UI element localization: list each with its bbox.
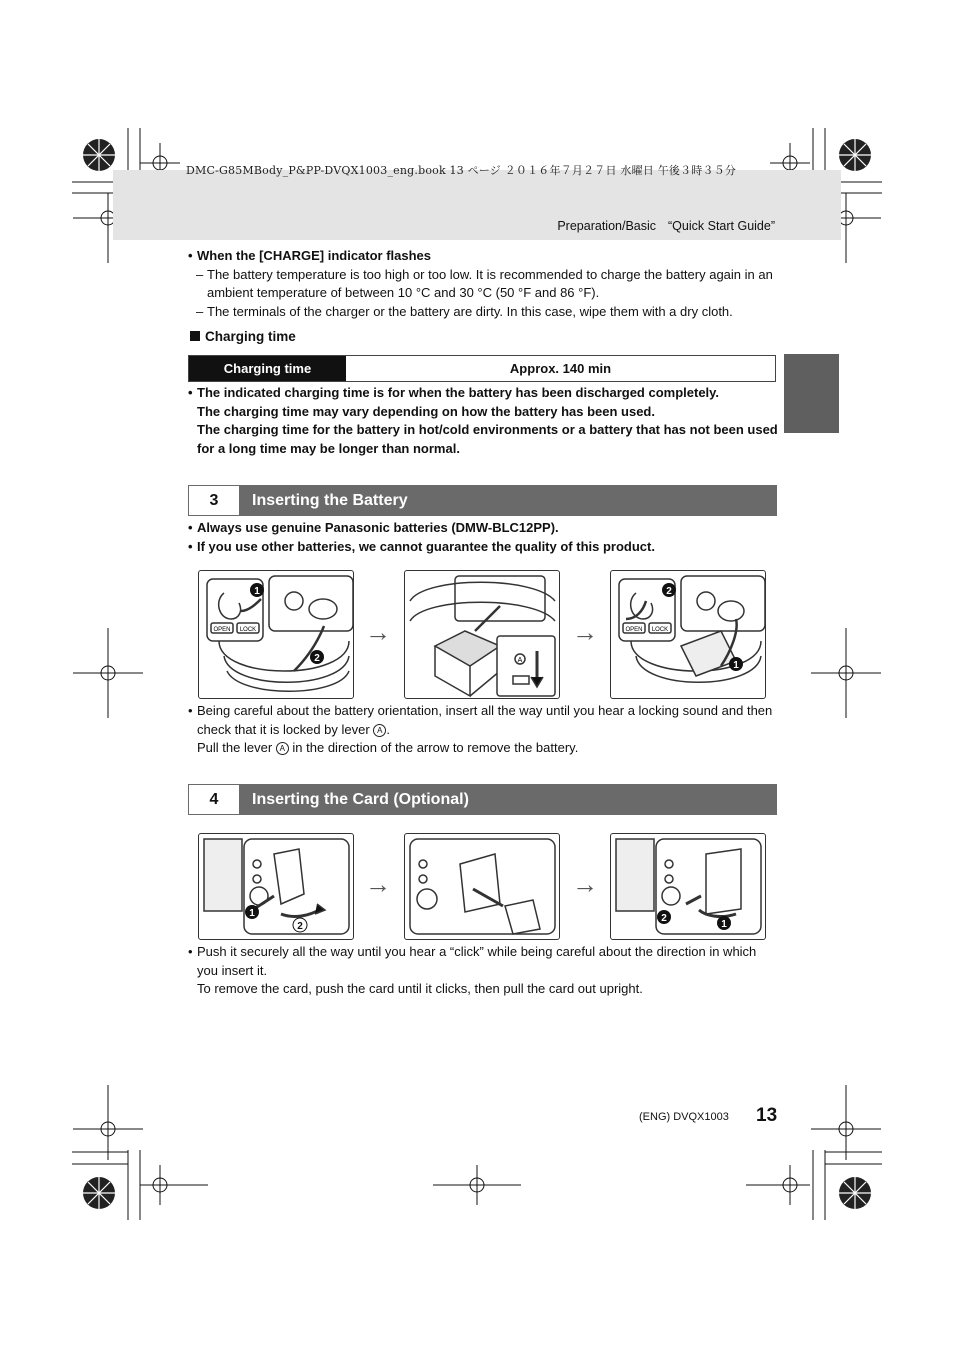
card-door-open-illustration [199, 834, 353, 939]
guide-name: “Quick Start Guide” [668, 219, 775, 233]
lever-callout-a: A [517, 657, 523, 664]
charging-time-table [188, 355, 776, 382]
charging-note: The indicated charging time is for when the battery has been discharged completely. [197, 385, 720, 400]
svg-text:2: 2 [661, 913, 667, 924]
step-title: Inserting the Card (Optional) [252, 790, 469, 808]
lever-open-label: OPEN [213, 627, 231, 633]
square-bullet-icon [190, 331, 200, 341]
battery-warnings [188, 519, 778, 556]
chapter-side-tab [784, 354, 839, 433]
svg-text:1: 1 [254, 586, 260, 597]
svg-text:1: 1 [733, 660, 739, 671]
next-step-arrow: → [572, 617, 598, 647]
step-number: 3 [188, 485, 240, 516]
svg-text:2: 2 [297, 921, 303, 932]
next-step-arrow: → [365, 869, 391, 899]
svg-text:2: 2 [314, 653, 320, 664]
camera-close-door-illustration [611, 571, 765, 698]
charging-time-notes: • The indicated charging time is for when the battery has been discharged completely. The charging time may vary depending on how the battery has been used. The charging time for the battery in hot/cold environments or a battery that has not been used for a long time may be longer than normal. [188, 385, 778, 456]
battery-insert-illustration [405, 571, 559, 698]
charge-flash-heading: • When the [CHARGE] indicator flashes [188, 248, 432, 263]
svg-text:2: 2 [666, 586, 672, 597]
charge-flash-item: – The terminals of the charger or the battery are dirty. In this case, wipe them with a dry cloth. [196, 303, 733, 319]
step-4-heading-bar [188, 784, 777, 815]
charge-flash-section [188, 247, 778, 321]
card-door-close-illustration [611, 834, 765, 939]
callout-a-icon: A [276, 742, 289, 755]
print-slug-line: DMC-G85MBody_P&PP-DVQX1003_eng.book 13 ページ ２０１６年７月２７日 水曜日 午後３時３５分 [186, 164, 737, 177]
next-step-arrow: → [572, 869, 598, 899]
charging-note: The charging time for the battery in hot/cold environments or a battery that has not been used for a long time may be longer than normal. [197, 422, 778, 456]
lever-lock-label: LOCK [651, 627, 669, 633]
card-insert-note: • Push it securely all the way until you hear a “click” while being careful about the direction in which you insert it. To remove the card, push the card until it clicks, then pull the card out upright. [188, 944, 757, 996]
section-name: Preparation/Basic [557, 219, 657, 233]
card-figure-open-door [198, 833, 354, 940]
lever-lock-label: LOCK [239, 627, 257, 633]
battery-warning: • Always use genuine Panasonic batteries (DMW-BLC12PP). [188, 520, 559, 535]
lever-open-label: OPEN [625, 627, 643, 633]
charge-flash-item: – The battery temperature is too high or too low. It is recommended to charge the battery again in an ambient temperature of between 10 °C and 30 °C (50 °F and 86 °F). [196, 266, 773, 300]
battery-warning: • If you use other batteries, we cannot guarantee the quality of this product. [188, 538, 655, 554]
card-insert-illustration [405, 834, 559, 939]
callout-a-icon: A [373, 724, 386, 737]
next-step-arrow: → [365, 617, 391, 647]
charging-time-heading: Charging time [190, 329, 296, 344]
battery-figure-open-lid [198, 570, 354, 699]
step-number: 4 [188, 784, 240, 815]
battery-figure-insert [404, 570, 560, 699]
charging-time-label-cell: Charging time [189, 356, 346, 381]
svg-text:1: 1 [721, 919, 727, 930]
charging-time-value-cell: Approx. 140 min [509, 361, 612, 376]
battery-insert-note: • Being careful about the battery orientation, insert all the way until you hear a locking sound and then check that it is locked by lever A . Pull the lever A in the direction of the arrow to remove the battery. [188, 703, 773, 755]
step-3-heading-bar [188, 485, 777, 516]
svg-text:1: 1 [249, 908, 255, 919]
step-title: Inserting the Battery [252, 491, 408, 509]
card-figure-close-door [610, 833, 766, 940]
section-header [557, 219, 775, 233]
battery-figure-close-lid [610, 570, 766, 699]
document-code: (ENG) DVQX1003 [639, 1111, 729, 1123]
card-figure-insert [404, 833, 560, 940]
charging-note: The charging time may vary depending on how the battery has been used. [197, 403, 655, 419]
camera-open-door-illustration [199, 571, 353, 698]
page-number: 13 [756, 1105, 778, 1126]
